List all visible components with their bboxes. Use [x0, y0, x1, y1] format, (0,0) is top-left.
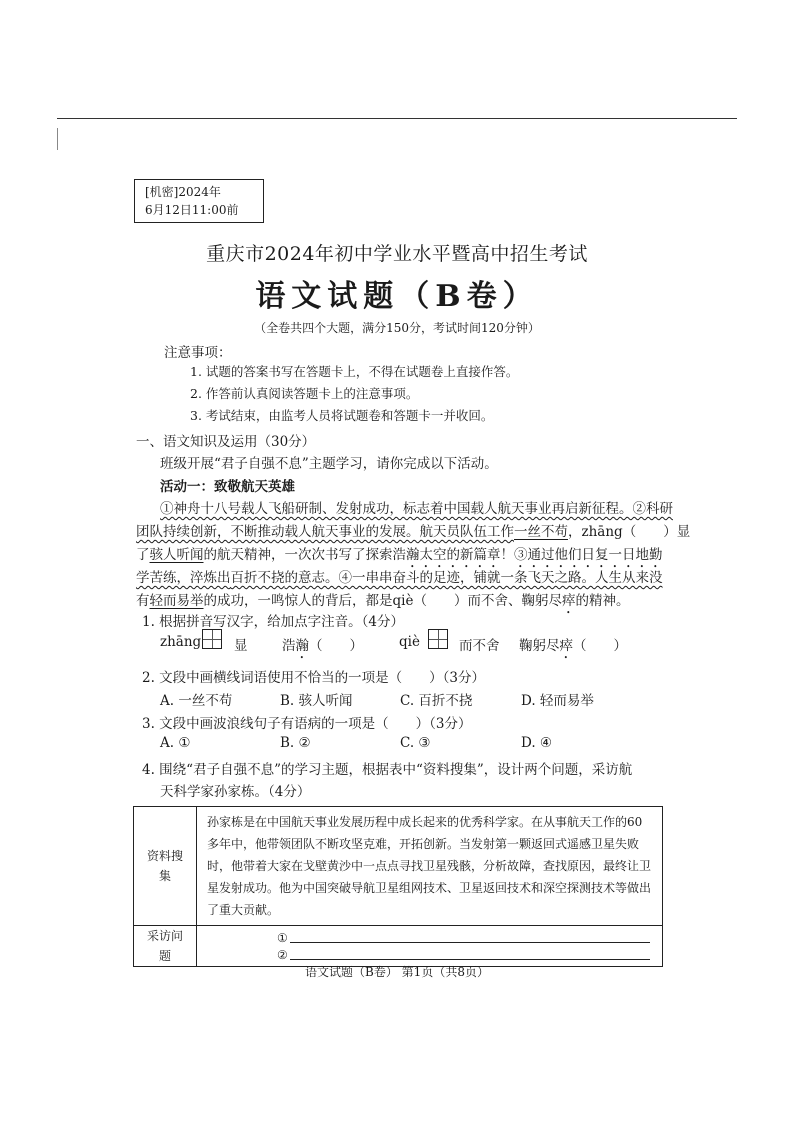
page-footer: 语文试题（B卷） 第1页（共8页）	[305, 965, 489, 979]
q1-answer-paren-d[interactable]: （ ）	[573, 638, 627, 654]
interview-line-2[interactable]	[197, 946, 662, 963]
answer-grid-box-a[interactable]	[202, 629, 222, 649]
q4-stem-line-1: 4. 围绕“君子自强不息”的学习主题，根据表中“资料搜集”，设计两个问题，采访航	[142, 762, 633, 778]
q2-option-c[interactable]: C. 百折不挠	[400, 693, 473, 709]
paper-note: （全卷共四个大题，满分150分，考试时间120分钟）	[254, 321, 540, 335]
q1-word-c: 而不舍	[459, 638, 500, 654]
passage-text: 的意志。④一串串奋斗的足迹，铺就一条飞天之路。人生从来没	[284, 570, 663, 586]
passage-text: 有	[136, 593, 150, 609]
section-heading: 一、语文知识及运用（30分）	[136, 434, 316, 450]
q2-stem: 2. 文段中画横线词语使用不恰当的一项是（ ）（3分）	[142, 670, 486, 686]
material-table	[133, 806, 663, 967]
q4-stem-line-2: 天科学家孙家栋。（4分）	[160, 784, 311, 800]
q2-option-a[interactable]: A. 一丝不苟	[160, 693, 233, 709]
underlined-word-c: 百折不挠	[230, 570, 285, 586]
secret-stamp-box	[134, 179, 264, 223]
secret-line-1: [机密]2024年	[145, 185, 221, 199]
passage-line-2	[136, 520, 690, 540]
q1-word-d: 鞠躬尽瘁（ ）	[519, 638, 627, 654]
q1-stem: 1. 根据拼音写汉字，给加点字注音。（4分）	[142, 614, 405, 630]
interview-line-1[interactable]	[197, 929, 662, 946]
underlined-word-a: 一丝不苟	[514, 524, 568, 540]
passage-text: 学苦练，淬炼出	[136, 570, 231, 586]
passage-text: 了	[136, 547, 150, 563]
underlined-word-d: 轻而易举	[149, 593, 204, 609]
q3-option-a[interactable]: A. ①	[160, 735, 191, 751]
material-text: 孙家栋是在中国航天事业发展历程中成长起来的优秀科学家。在从事航天工作的60多年中，他带领团队不断攻坚克难，开拓创新。当发射第一颗返回式遥感卫星失败时，他带着大家在戈壁黄沙中一点点寻找卫星残骸，分析故障，查找原因，最终让卫星发射成功。他为中国突破导航卫星组网技术、卫星返回技术和深空探测技术等做出了重大贡献。	[197, 807, 663, 926]
underlined-word-b: 骇人听闻	[149, 547, 204, 563]
q1-word-b: 浩瀚（ ）	[282, 638, 363, 654]
passage-text: 的航天精神，一次次书写了探索	[203, 547, 393, 563]
notice-item-2: 2. 作答前认真阅读答题卡上的注意事项。	[190, 386, 419, 401]
notice-heading: 注意事项：	[164, 345, 232, 361]
q3-option-c[interactable]: C. ③	[400, 735, 431, 751]
q1-word-a: 显	[234, 638, 248, 654]
secret-line-2: 6月12日11:00前	[145, 203, 239, 217]
exam-title: 重庆市2024年初中学业水平暨高中招生考试	[206, 243, 588, 265]
q2-option-b[interactable]: B. 骇人听闻	[280, 693, 353, 709]
section-intro: 班级开展“君子自强不息”主题学习，请你完成以下活动。	[160, 456, 498, 472]
passage-line-1	[160, 497, 673, 517]
interview-head: 采访问题	[134, 926, 197, 967]
paper-title: 语文试题（B卷）	[255, 279, 539, 314]
table-row-material	[134, 807, 663, 926]
notice-item-3: 3. 考试结束，由监考人员将试题卷和答题卡一并收回。	[190, 408, 494, 423]
dotted-char: 瘁	[561, 593, 576, 609]
table-row-interview	[134, 926, 663, 967]
activity-heading: 活动一：致敬航天英雄	[160, 479, 295, 495]
q3-option-b[interactable]: B. ②	[280, 735, 311, 751]
q1-answer-paren-b[interactable]: （ ）	[309, 638, 363, 654]
q3-stem: 3. 文段中画波浪线句子有语病的一项是（ ）（3分）	[142, 716, 472, 732]
passage-text: 的成功，一鸣惊人的背后，都是qiè（ ）而不舍、鞠躬尽	[203, 593, 562, 609]
interview-number-1: ①	[277, 930, 288, 945]
q2-option-d[interactable]: D. 轻而易举	[521, 693, 594, 709]
passage-text: 浩	[392, 547, 406, 563]
q1-pinyin-a: zhāng	[160, 634, 202, 650]
answer-grid-box-c[interactable]	[428, 629, 448, 649]
notice-item-1: 1. 试题的答案书写在答题卡上，不得在试题卷上直接作答。	[190, 364, 519, 379]
interview-number-2: ②	[277, 947, 288, 962]
material-head: 资料搜集	[134, 807, 197, 926]
top-rule	[57, 118, 737, 119]
passage-text: ，zhāng（ ）显	[568, 524, 691, 540]
passage-text: 团队持续创新，不断推动载人航天事业的发展。航天员队伍工作	[136, 524, 514, 540]
passage-sentence-1: ①神舟十八号载人飞船研制、发射成功，标志着中国载人航天事业再启新征程。②科研	[160, 501, 673, 517]
interview-answer-area	[197, 926, 663, 967]
q1-pinyin-c: qiè	[399, 634, 420, 650]
q3-option-d[interactable]: D. ④	[521, 735, 553, 751]
passage-text: 的精神。	[575, 593, 630, 609]
dotted-char: 瀚太空的新篇章！③通过他们日复一日地勤	[406, 547, 663, 563]
passage-line-4	[136, 566, 663, 586]
binding-mark	[57, 128, 58, 150]
